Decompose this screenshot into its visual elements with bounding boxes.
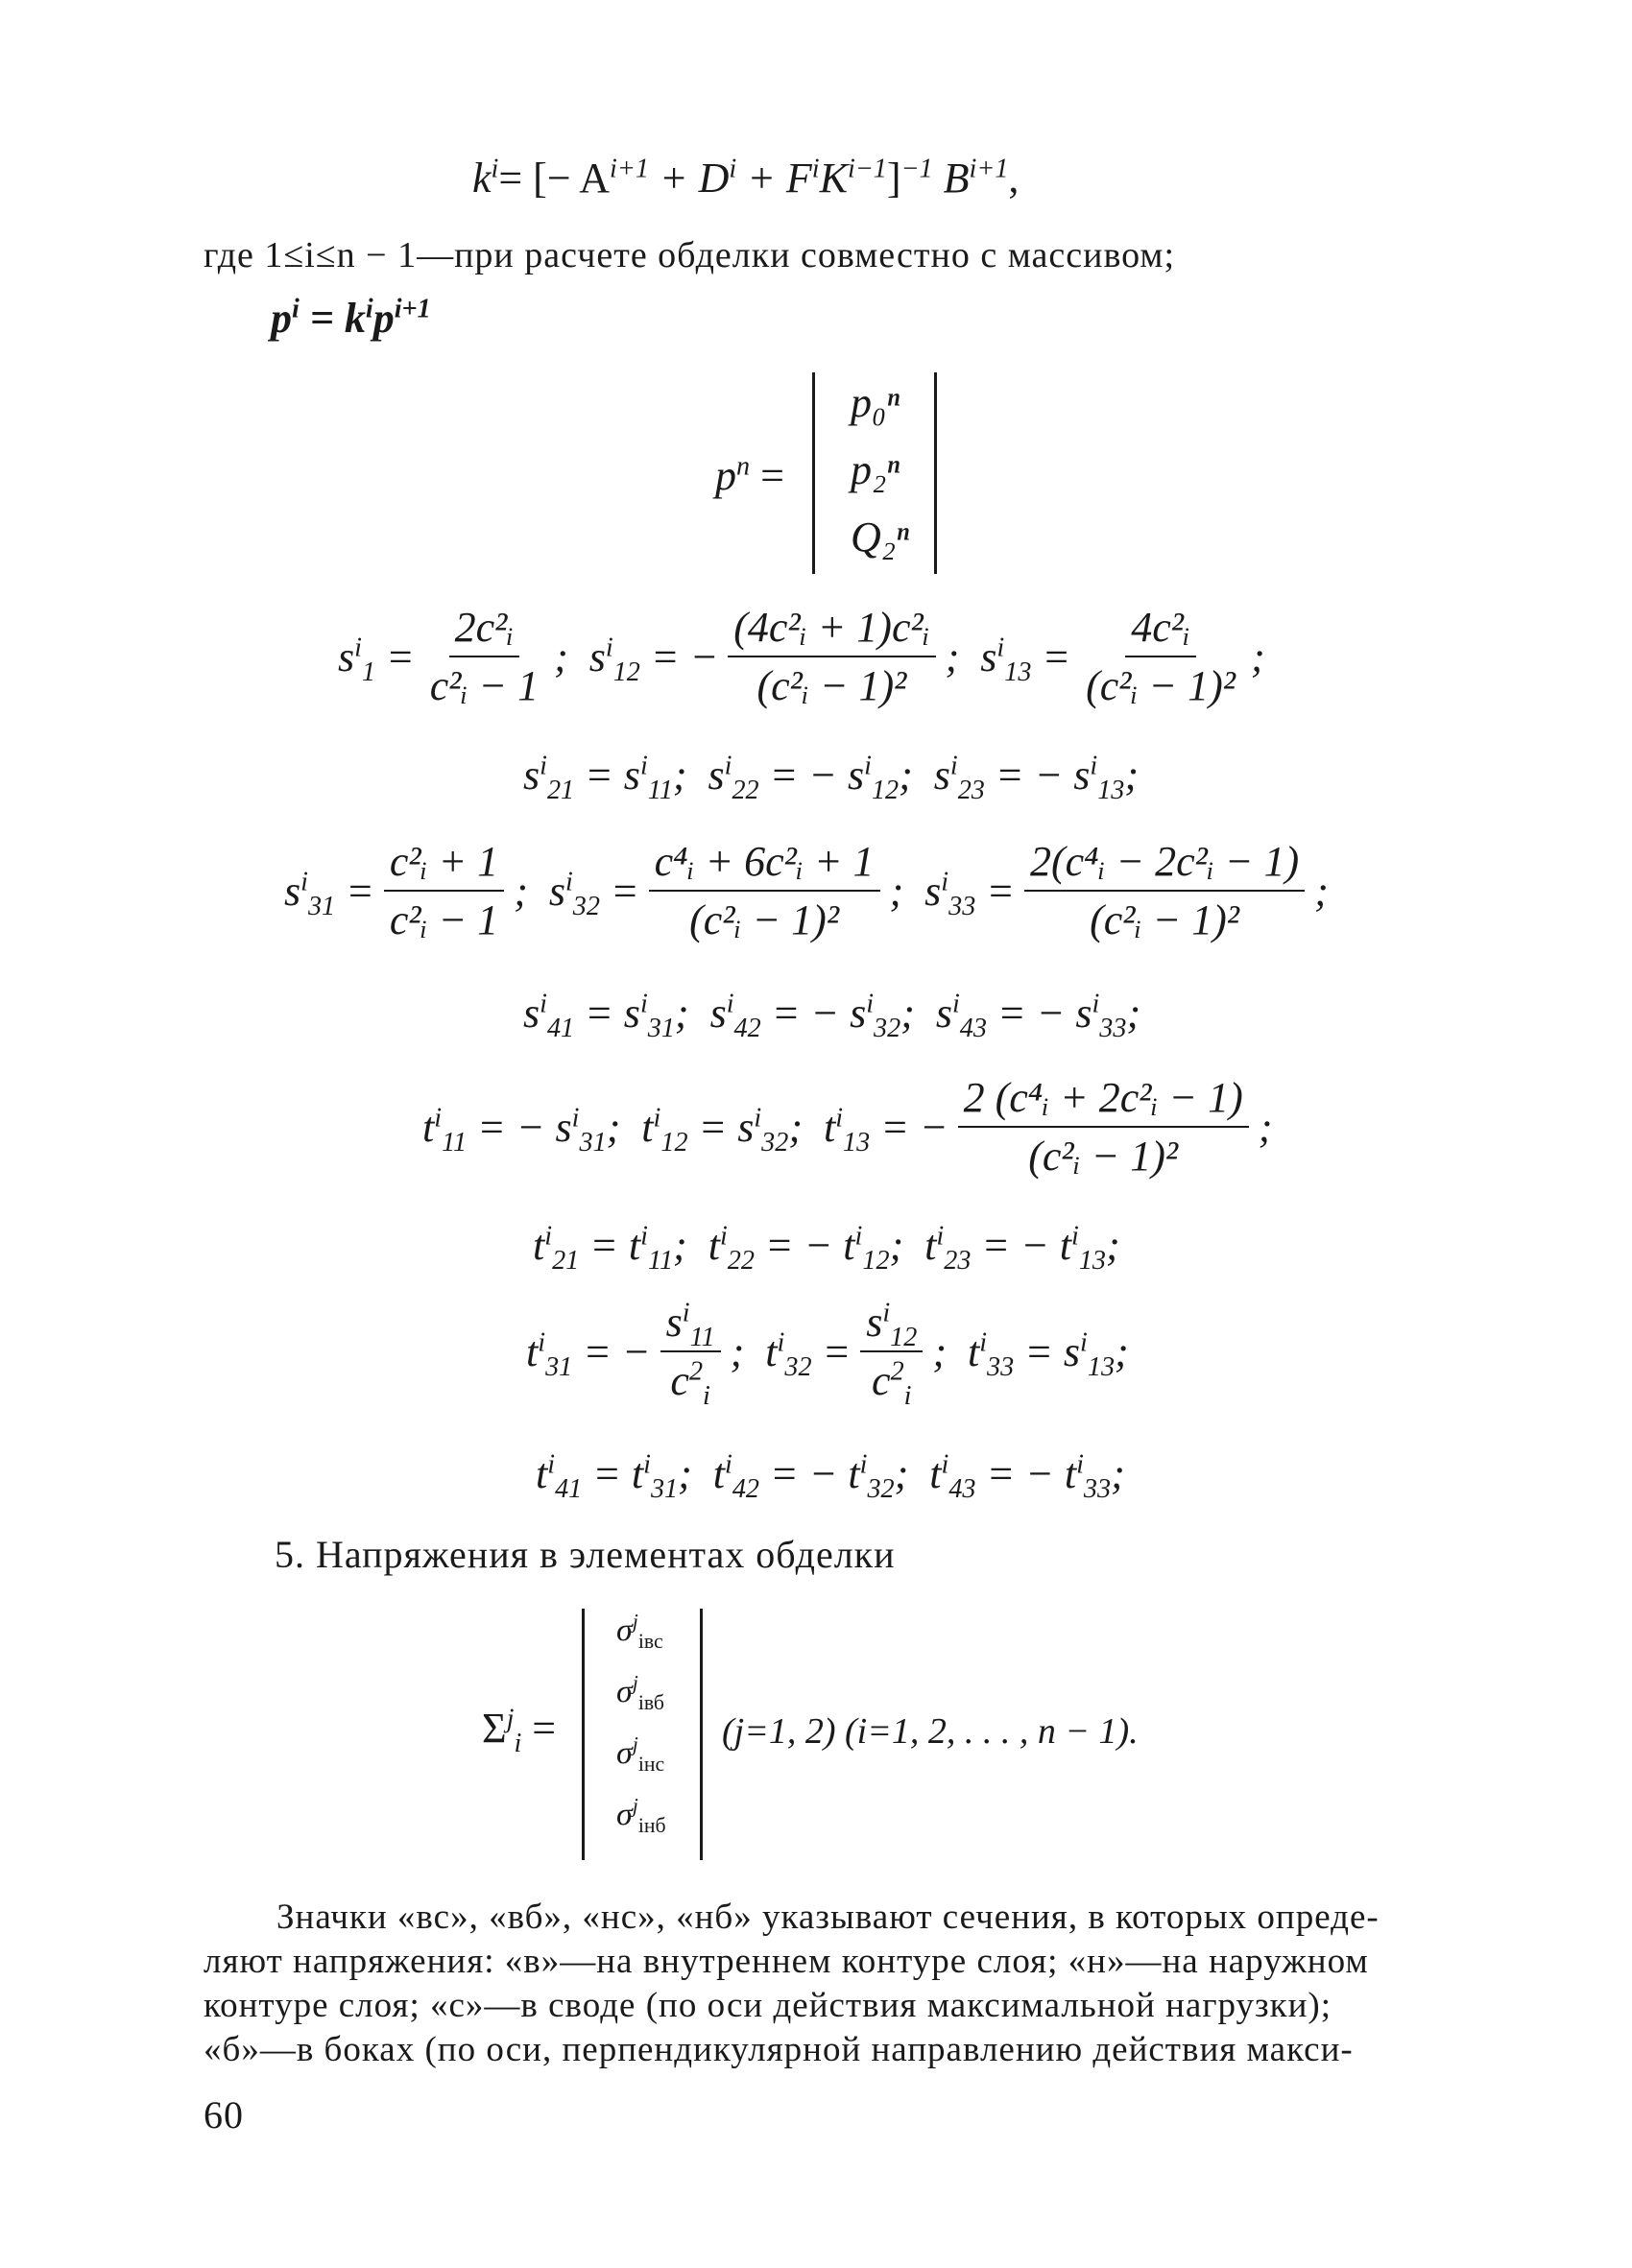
paragraph xyxy=(204,1896,1442,2072)
s-row-3: $s^i_{31}$ = $\frac{\text{c²ᵢ + 1}}{\text{c²ᵢ − 1}}$ ; $s^i_{32}$ = $\frac{\text{c⁴ᵢ + 6c²ᵢ + 1}}{\text{(c²ᵢ − 1)²}}$ ; $s^i_{33}$ = $\frac{\text{2(c⁴ᵢ − 2c²ᵢ − 1)}}{\text{(c²ᵢ − 1)²}}$ ; xyxy=(284,838,1329,943)
t-row-4: $t^i_{41} = t^i_{31}$; $t^i_{42}$ = − $t^i_{32}$; $t^i_{43}$ = − $t^i_{33}$; xyxy=(536,1449,1125,1504)
t13-fraction: $\frac{\text{2 (c⁴ᵢ + 2c²ᵢ − 1)}}{\text{(c²ᵢ − 1)²}}$ xyxy=(958,1073,1249,1181)
s-row-4: $s^i_{41} = s^i_{31}$; $s^i_{42}$ = − $s^i_{32}$; $s^i_{43}$ = − $s^i_{33}$; xyxy=(523,989,1141,1043)
where-clause: где 1≤i≤n − 1—при расчете обделки совместно с массивом; xyxy=(204,235,1176,275)
left-brace-bar xyxy=(812,372,815,574)
paragraph-line: ляют напряжения: «в»—на внутреннем контуре слоя; «н»—на наружном xyxy=(204,1942,1369,1981)
t32-fraction: $\frac{s^i_{12}}{c^2_i}$ xyxy=(860,1298,923,1405)
paragraph-line: контуре слоя; «с»—в своде (по оси действия максимальной нагрузки); xyxy=(204,1986,1332,2025)
s12-fraction: $\frac{\text{(4c²ᵢ + 1)c²ᵢ}}{\text{(c²ᵢ − 1)²}}$ xyxy=(728,603,935,710)
paragraph-line: «б»—в боках (по оси, перпендикулярной направлению действия макси- xyxy=(204,2030,1354,2069)
sigma-item-nb: $\sigma^j_{iнб}$ xyxy=(616,1794,666,1837)
t-row-3: $t^i_{31}$ = − $\frac{s^i_{11}}{c^2_i}$ ; $t^i_{32}$ = $\frac{s^i_{12}}{c^2_i}$ ; $t^i_{33} = s^i_{13}$; xyxy=(526,1298,1129,1411)
paragraph-line: Значки «вс», «вб», «нс», «нб» указывают сечения, в которых опреде- xyxy=(276,1898,1380,1937)
s33-fraction: $\frac{\text{2(c⁴ᵢ − 2c²ᵢ − 1)}}{\text{(c²ᵢ − 1)²}}$ xyxy=(1024,837,1305,944)
right-brace-bar xyxy=(700,1609,703,1860)
t-row-2: $t^i_{21} = t^i_{11}$; $t^i_{22}$ = − $t^i_{12}$; $t^i_{23}$ = − $t^i_{13}$; xyxy=(533,1221,1120,1276)
left-brace-bar xyxy=(582,1609,585,1860)
s-row-1: $s^i_1$ = $\frac{\text{2c²ᵢ}}{\text{c²ᵢ − 1}}$ ; $s^i_{12}$ = − $\frac{\text{(4c²ᵢ + 1)c²ᵢ}}{\text{(c²ᵢ − 1)²}}$ ; $s^i_{13}$ = $\frac{\text{4c²ᵢ}}{\text{(c²ᵢ − 1)²}}$ ; xyxy=(338,604,1265,709)
k-equation: $k^i=$ [− $A^{i+1} + D^i + F^iK^{i-1}]^{-1}$ $B^{i+1}$, xyxy=(472,154,1020,202)
sigma-condition: (j=1, 2) (i=1, 2, . . . , n − 1). xyxy=(722,1711,1139,1752)
pn-item-1: p₀ⁿ xyxy=(851,379,900,426)
s-row-2: $s^i_{21} = s^i_{11}$; $s^i_{22}$ = − $s^i_{12}$; $s^i_{23}$ = − $s^i_{13}$; xyxy=(523,751,1140,805)
pn-item-3: Q₂ⁿ xyxy=(851,513,909,561)
sigma-vector xyxy=(582,1609,703,1860)
sigma-item-vs: $\sigma^j_{iвс}$ xyxy=(616,1610,663,1653)
pn-vector xyxy=(812,372,937,574)
s31-fraction: $\frac{\text{c²ᵢ + 1}}{\text{c²ᵢ − 1}}$ xyxy=(384,837,504,944)
sigma-item-vb: $\sigma^j_{iвб}$ xyxy=(616,1671,664,1714)
t31-fraction: $\frac{s^i_{11}}{c^2_i}$ xyxy=(660,1298,721,1405)
s32-fraction: $\frac{\text{c⁴ᵢ + 6c²ᵢ + 1}}{\text{(c²ᵢ − 1)²}}$ xyxy=(649,837,880,944)
sigma-item-ns: $\sigma^j_{iнс}$ xyxy=(616,1732,665,1776)
p-equation: $p^i = k^ip^{i+1}$ xyxy=(271,294,431,342)
t-row-1: $t^i_{11}$ = − $s^i_{31}$; $t^i_{12} = s^i_{32}$; $t^i_{13}$ = − $\frac{\text{2 (c⁴ᵢ + 2c²ᵢ − 1)}}{\text{(c²ᵢ − 1)²}}$ ; xyxy=(422,1074,1273,1180)
section-heading: 5. Напряжения в элементах обделки xyxy=(275,1533,896,1576)
page-number: 60 xyxy=(204,2093,244,2137)
s1-fraction: $\frac{\text{2c²ᵢ}}{\text{c²ᵢ − 1}}$ xyxy=(429,604,540,709)
right-brace-bar xyxy=(934,372,937,574)
pn-lhs: $p^n$ = xyxy=(715,451,784,499)
sigma-lhs: $\Sigma^j_i$ = xyxy=(482,1704,557,1758)
pn-item-2: p₂ⁿ xyxy=(851,446,900,493)
s13-fraction: $\frac{\text{4c²ᵢ}}{\text{(c²ᵢ − 1)²}}$ xyxy=(1086,604,1236,709)
